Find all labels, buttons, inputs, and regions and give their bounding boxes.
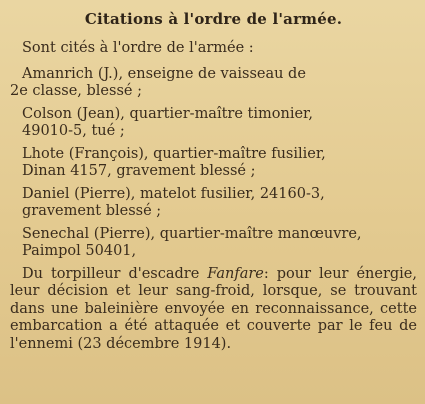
citation-senechal <box>10 226 417 261</box>
closing-paragraph <box>10 266 417 354</box>
citation-line: 49010-5, tué ; <box>22 123 125 139</box>
citation-line: Dinan 4157, gravement blessé ; <box>22 163 256 179</box>
citation-line: Daniel (Pierre), matelot fusilier, 24160-3, <box>22 185 325 202</box>
closing-prefix: Du torpilleur d'escadre <box>22 265 208 282</box>
citation-line: Amanrich (J.), enseigne de vaisseau de <box>22 65 306 82</box>
citation-amanrich <box>10 66 417 101</box>
citation-colson <box>10 106 417 141</box>
citation-line: Colson (Jean), quartier-maître timonier, <box>22 105 313 122</box>
citation-daniel <box>10 186 417 221</box>
closing-suffix: : pour leur énergie, leur décision et leur sang-froid, lorsque, se trouvant dans une baleinière envoyée en reconnaissance, cette embarcation a été attaquée et couverte par le feu de l'ennemi (23 décembre 1914). <box>10 265 417 352</box>
ship-name: Fanfare <box>207 265 264 282</box>
intro-text: Sont cités à l'ordre de l'armée : <box>22 40 254 56</box>
citation-line: 2e classe, blessé ; <box>10 83 142 99</box>
citation-line: Senechal (Pierre), quartier-maître manœuvre, <box>22 225 362 242</box>
citation-line: gravement blessé ; <box>22 203 162 219</box>
citation-line: Lhote (François), quartier-maître fusilier, <box>22 145 326 162</box>
citation-lhote <box>10 146 417 181</box>
article-title: Citations à l'ordre de l'armée. <box>84 10 343 28</box>
citation-line: Paimpol 50401, <box>22 243 137 259</box>
